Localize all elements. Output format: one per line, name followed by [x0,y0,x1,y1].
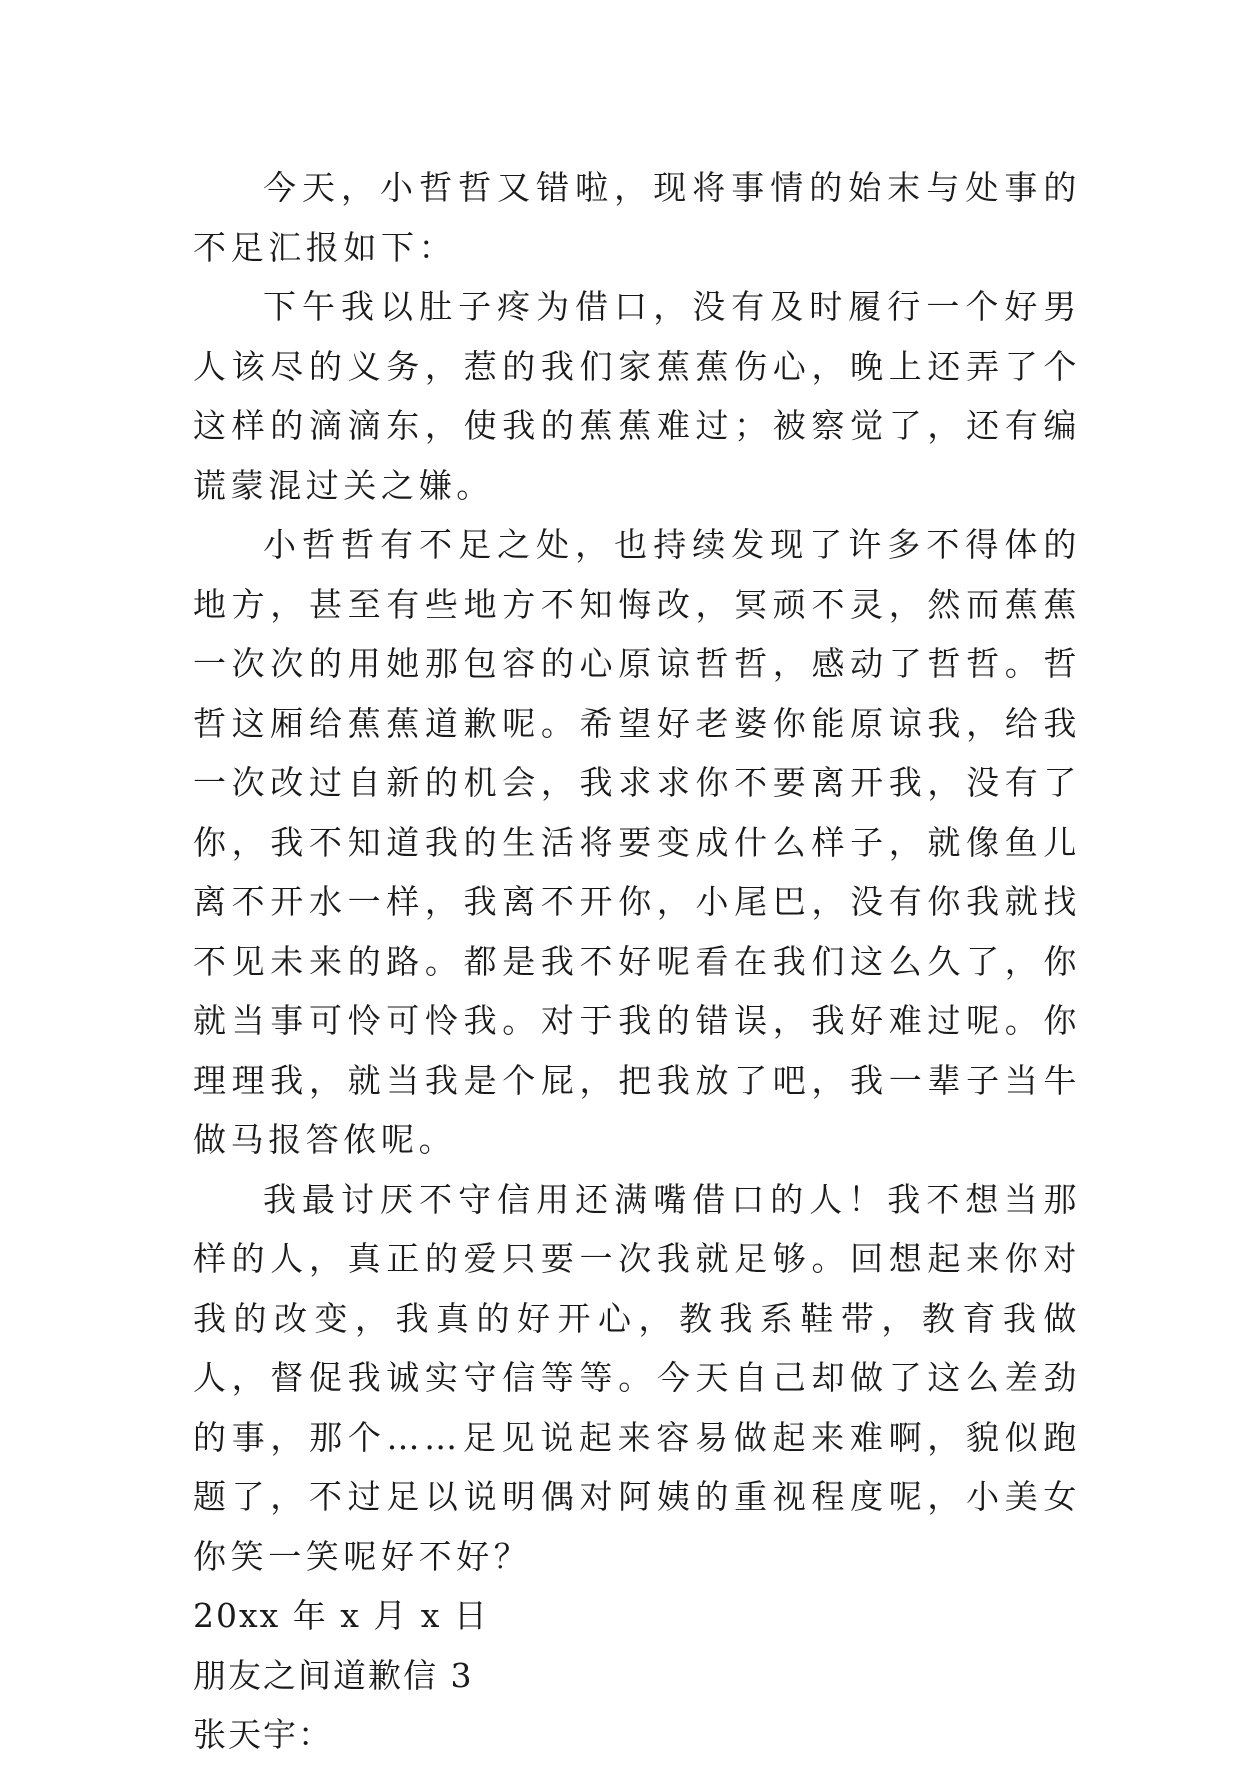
date-line: 20xx 年 x 月 x 日 [193,1596,489,1635]
paragraph-reflection: 我最讨厌不守信用还满嘴借口的人！我不想当那样的人，真正的爱只要一次我就足够。回想起来你对我的改变，我真的好开心，教我系鞋带，教育我做人，督促我诚实守信等等。今天自己却做了这么差劲的事，那个……足见说起来容易做起来难啊，貌似跑题了，不过足以说明偶对阿姨的重视程度呢，小美女你笑一笑呢好不好？ [193,1179,1081,1576]
document-body [193,158,1081,1765]
salutation: 张天宇： [193,1715,333,1754]
paragraph-intro: 今天，小哲哲又错啦，现将事情的始末与处事的不足汇报如下： [193,168,1081,267]
paragraph-afternoon: 下午我以肚子疼为借口，没有及时履行一个好男人该尽的义务，惹的我们家蕉蕉伤心，晚上还弄了个这样的滴滴东，使我的蕉蕉难过；被察觉了，还有编谎蒙混过关之嫌。 [193,287,1081,505]
next-letter-title: 朋友之间道歉信 3 [193,1655,474,1695]
paragraph-apology: 小哲哲有不足之处，也持续发现了许多不得体的地方，甚至有些地方不知悔改，冥顽不灵，然而蕉蕉一次次的用她那包容的心原谅哲哲，感动了哲哲。哲哲这厢给蕉蕉道歉呢。希望好老婆你能原谅我，给我一次改过自新的机会，我求求你不要离开我，没有了你，我不知道我的生活将要变成什么样子，就像鱼儿离不开水一样，我离不开你，小尾巴，没有你我就找不见未来的路。都是我不好呢看在我们这么久了，你就当事可怜可怜我。对于我的错误，我好难过呢。你理理我，就当我是个屁，把我放了吧，我一辈子当牛做马报答侬呢。 [193,525,1081,1159]
